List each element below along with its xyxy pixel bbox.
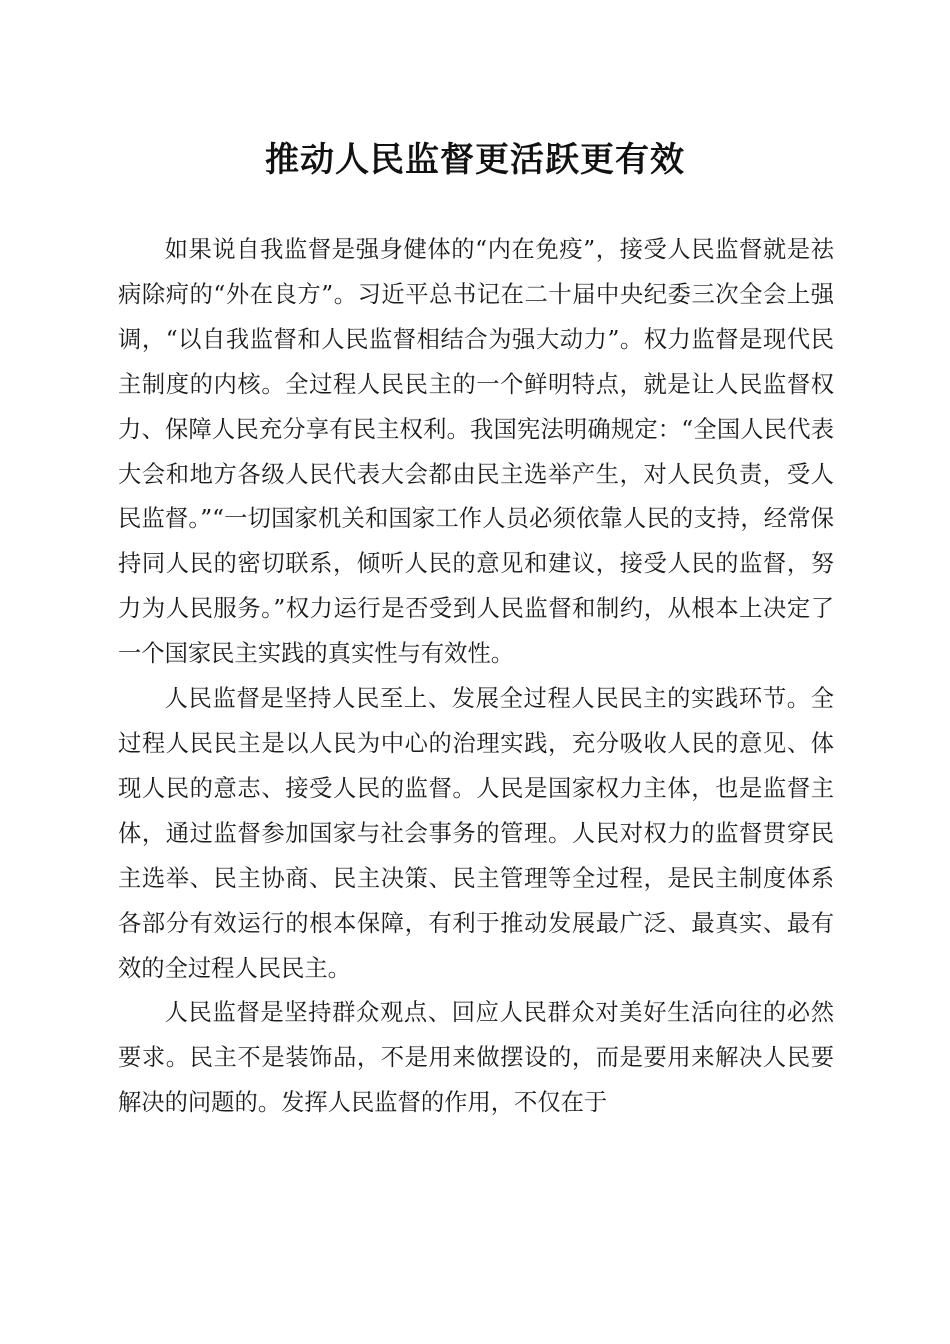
paragraph: 人民监督是坚持人民至上、发展全过程人民民主的实践环节。全过程人民民主是以人民为中心的治理实践，充分吸收人民的意见、体现人民的意志、接受人民的监督。人民是国家权力主体，也是监督主体，通过监督参加国家与社会事务的管理。人民对权力的监督贯穿民主选举、民主协商、民主决策、民主管理等全过程，是民主制度体系各部分有效运行的根本保障，有利于推动发展最广泛、最真实、最有效的全过程人民民主。 <box>118 685 834 982</box>
paragraph: 人民监督是坚持群众观点、回应人民群众对美好生活向往的必然要求。民主不是装饰品，不是用来做摆设的，而是要用来解决人民要解决的问题的。发挥人民监督的作用，不仅在于 <box>118 999 834 1117</box>
document-title: 推动人民监督更活跃更有效 <box>265 140 685 180</box>
paragraph: 如果说自我监督是强身健体的“内在免疫”，接受人民监督就是祛病除疴的“外在良方”。习近平总书记在二十届中央纪委三次全会上强调，“以自我监督和人民监督相结合为强大动力”。权力监督是现代民主制度的内核。全过程人民民主的一个鲜明特点，就是让人民监督权力、保障人民充分享有民主权利。我国宪法明确规定：“全国人民代表大会和地方各级人民代表大会都由民主选举产生，对人民负责，受人民监督。”“一切国家机关和国家工作人员必须依靠人民的支持，经常保持同人民的密切联系，倾听人民的意见和建议，接受人民的监督，努力为人民服务。”权力运行是否受到人民监督和制约，从根本上决定了一个国家民主实践的真实性与有效性。 <box>118 236 834 668</box>
document-body <box>118 228 834 1126</box>
